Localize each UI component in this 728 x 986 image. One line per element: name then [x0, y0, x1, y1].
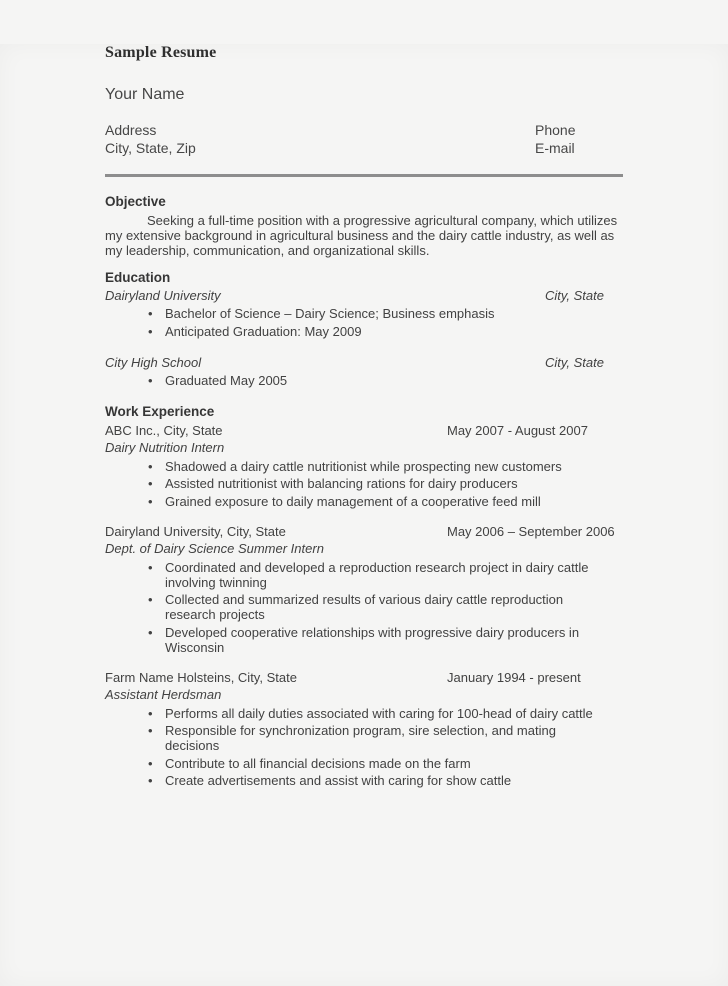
school-entry [105, 355, 623, 388]
job-dates: May 2007 - August 2007 [447, 422, 588, 438]
job-header-row [105, 524, 623, 539]
school-name: Dairyland University [105, 288, 221, 303]
school-entry [105, 288, 623, 339]
contact-address-block [105, 121, 535, 157]
document-title: Sample Resume [105, 44, 217, 61]
job-bullet: • Performs all daily duties associated with caring for 100-head of dairy cattle [105, 706, 623, 721]
job-bullet: • Coordinated and developed a reproduction research project in dairy cattle involving twinning [105, 560, 623, 590]
job-employer: Dairyland University, City, State [105, 523, 286, 539]
job-bullet: • Assisted nutritionist with balancing rations for dairy producers [105, 476, 623, 491]
phone-label: Phone [535, 122, 576, 138]
school-location: City, State [544, 288, 604, 303]
work-experience-heading: Work Experience [105, 403, 215, 419]
job-entry [105, 423, 623, 509]
job-bullet: • Responsible for synchronization program, sire selection, and mating decisions [105, 723, 623, 753]
section-divider [105, 174, 623, 177]
job-dates: May 2006 – September 2006 [447, 523, 615, 539]
education-bullet-list [105, 306, 623, 339]
candidate-name: Your Name [105, 86, 185, 103]
job-bullet-list [105, 560, 623, 655]
job-header-row [105, 423, 623, 438]
objective-heading: Objective [105, 194, 166, 209]
job-title: Assistant Herdsman [105, 686, 222, 702]
education-bullet-list [105, 373, 623, 388]
job-title: Dairy Nutrition Intern [105, 439, 225, 455]
job-dates: January 1994 - present [447, 669, 581, 685]
contact-phone-block [535, 121, 575, 157]
education-heading: Education [105, 270, 171, 285]
job-bullet: • Shadowed a dairy cattle nutritionist while prospecting new customers [105, 459, 623, 474]
objective-text: Seeking a full-time position with a progressive agricultural company, which utilizes my extensive background in agricultural business and the dairy cattle industry, as well as my leadership, communication, and organizational skills. [105, 213, 618, 258]
school-location: City, State [544, 354, 604, 370]
education-bullet: • Anticipated Graduation: May 2009 [105, 324, 623, 339]
job-header-row [105, 670, 623, 685]
job-employer: Farm Name Holsteins, City, State [105, 669, 297, 685]
job-bullet: • Contribute to all financial decisions made on the farm [105, 756, 623, 771]
city-state-zip-line: City, State, Zip [105, 140, 196, 156]
job-bullet-list [105, 706, 623, 789]
job-bullet: • Create advertisements and assist with caring for show cattle [105, 773, 623, 788]
school-header-row [105, 288, 623, 303]
email-label: E-mail [535, 140, 575, 156]
job-entry [105, 670, 623, 789]
education-bullet: • Graduated May 2005 [105, 373, 623, 388]
resume-page [0, 44, 728, 788]
job-bullet-list [105, 459, 623, 509]
job-bullet: • Developed cooperative relationships with progressive dairy producers in Wisconsin [105, 625, 623, 655]
job-bullet: • Collected and summarized results of various dairy cattle reproduction research projects [105, 592, 623, 622]
job-entry [105, 524, 623, 655]
school-header-row [105, 355, 623, 370]
job-employer: ABC Inc., City, State [105, 422, 223, 438]
contact-block [105, 121, 623, 157]
address-line: Address [105, 122, 157, 138]
job-title: Dept. of Dairy Science Summer Intern [105, 540, 324, 556]
education-bullet: • Bachelor of Science – Dairy Science; Business emphasis [105, 306, 623, 321]
school-name: City High School [105, 354, 202, 370]
job-bullet: • Grained exposure to daily management of a cooperative feed mill [105, 494, 623, 509]
